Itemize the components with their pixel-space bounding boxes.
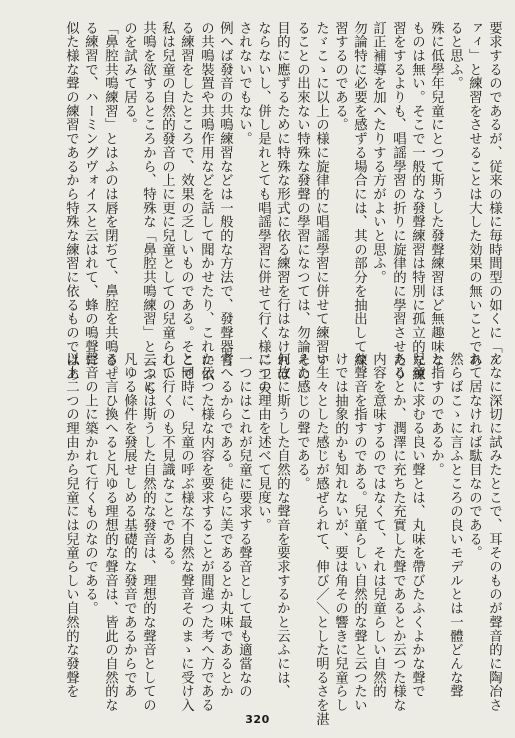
text-line: る練習で、ハーミングヴォイスと云はれて、蜂の鳴聲に	[82, 21, 98, 368]
text-line: 二つには斯うした自然的な發音は、理想的な聲音としての	[140, 352, 156, 713]
text-line: 目的に應ずるために特殊な形式に依る練習を行はなければ	[274, 21, 290, 382]
text-line: されないでもない。	[236, 21, 252, 146]
text-line: な聲音を指すのである。兒童らしい自然的な聲と云つたい	[351, 352, 367, 713]
text-line: 殊に低學年兒童にとつて斯うした發聲練習ほど無趣味な	[428, 21, 444, 368]
text-line: 一つにはこれが兒童に要求する聲音として最も適當なの	[236, 352, 252, 699]
text-line: あるとか、潤澤に充ちた充實した聲であるとか云つた様な	[390, 352, 406, 713]
text-line: 然らばこゝに言ふところの良いモデルとは一體どんな聲	[447, 352, 463, 699]
text-line: 何故に斯うした自然的な聲音を要求するかと云ふには、	[274, 352, 290, 699]
text-line: 訂正補導を加へたりする方がよいと思ふ。	[370, 21, 386, 285]
text-line: たゞこゝに以上の様に旋律的に唱謡學習に併せて練習す	[313, 21, 329, 368]
text-line: 兒童に求むる良い聲とは、丸味を帶びたふくよかな聲で	[409, 352, 425, 699]
text-line: 私は兒童の自然的發音の上に更に兒童としての兒童らしい	[159, 21, 175, 382]
text-line: い生々とした感じが感ぜられて、伸び／＼とした明るさを湛	[313, 352, 329, 726]
page-number: 320	[245, 713, 270, 726]
text-line: のを試みて居る。	[121, 21, 137, 132]
text-line: ァィ」と練習をさせることは大した効果の無いことであ	[466, 21, 482, 368]
text-line: ものは無い。そこで一般的な發聲練習は特別に孤立的な練	[409, 21, 425, 382]
text-line: けでは抽象的かも知れないが、要は角その響きに兒童らし	[332, 352, 348, 713]
text-line: れて居なければ駄目なのである。	[466, 352, 482, 560]
text-line: る練習をしたところで、效果の乏しいものである。そこで	[178, 21, 194, 382]
text-line: 共鳴を欲するところから、特殊な「鼻腔共鳴練習」と云ふも	[140, 21, 156, 395]
text-line: 例へば發音の共鳴練習などは一般的な方法で、發聲器官	[217, 21, 233, 368]
text-line: 習するのである。	[332, 21, 348, 132]
text-line: と同時に、兒童の呼ぶ様な不自然な聲音そのまゝに受け入	[178, 352, 194, 713]
text-line: れて行くのも不見識なことである。	[159, 352, 175, 574]
text-line: の共鳴裝置や共鳴作用などを話して聞かせたり、これに依	[198, 21, 214, 382]
text-line: 似た様な聲の練習であるから特殊な練習に依るものではあ	[63, 21, 79, 382]
text-line: 要求するのであるが、従来の様に毎時間型の如くに「ア	[486, 21, 502, 368]
text-line: 凡ゆる條件を發展せしめる基礎的な發音であるからであ	[121, 352, 137, 699]
text-line: と指すのであるか。	[428, 352, 444, 477]
text-line: ると思ふ。	[447, 21, 463, 91]
text-line: 内容を意味するのではなくて、それは兒童らしい自然的	[370, 352, 386, 699]
text-line: んなに深切に試みたとこで、耳そのものが聲音的に陶冶さ	[486, 352, 502, 713]
text-line: 以上二つの理由から兒童には兒童らしい自然的な發聲を	[63, 352, 79, 699]
text-line: ならないし、併し是れとても唱謡學習に併せて行く様に工夫	[255, 21, 271, 395]
text-line: 習をするよりも、唱謡學習の折りに旋律的に學習させたり	[390, 21, 406, 382]
text-line: ることの出來ない特殊な發聲の學習になつては、勿論その	[294, 21, 310, 382]
text-line: 聲音の上に築かれて行くものなのである。	[82, 352, 98, 616]
text-line: 勿論特に必要を感ずる場合には、其の部分を抽出して練	[351, 21, 367, 368]
text-line: る。言ひ換へると凡ゆる理想的な聲音は、皆此の自然的な	[102, 352, 118, 713]
text-line: 二つの理由を述べて見度い。	[255, 352, 271, 533]
text-line: 「鼻腔共鳴練習」とはふのは唇を閉ぢて、鼻腔を共鳴させ	[102, 21, 118, 382]
text-line: か云つた様な内容を要求することが間違つた考へ方である	[198, 352, 214, 713]
text-line: 考へるからである。徒らに美であるとか丸味であるとか	[217, 352, 233, 699]
text-line: えた感じの聲である。	[294, 352, 310, 491]
